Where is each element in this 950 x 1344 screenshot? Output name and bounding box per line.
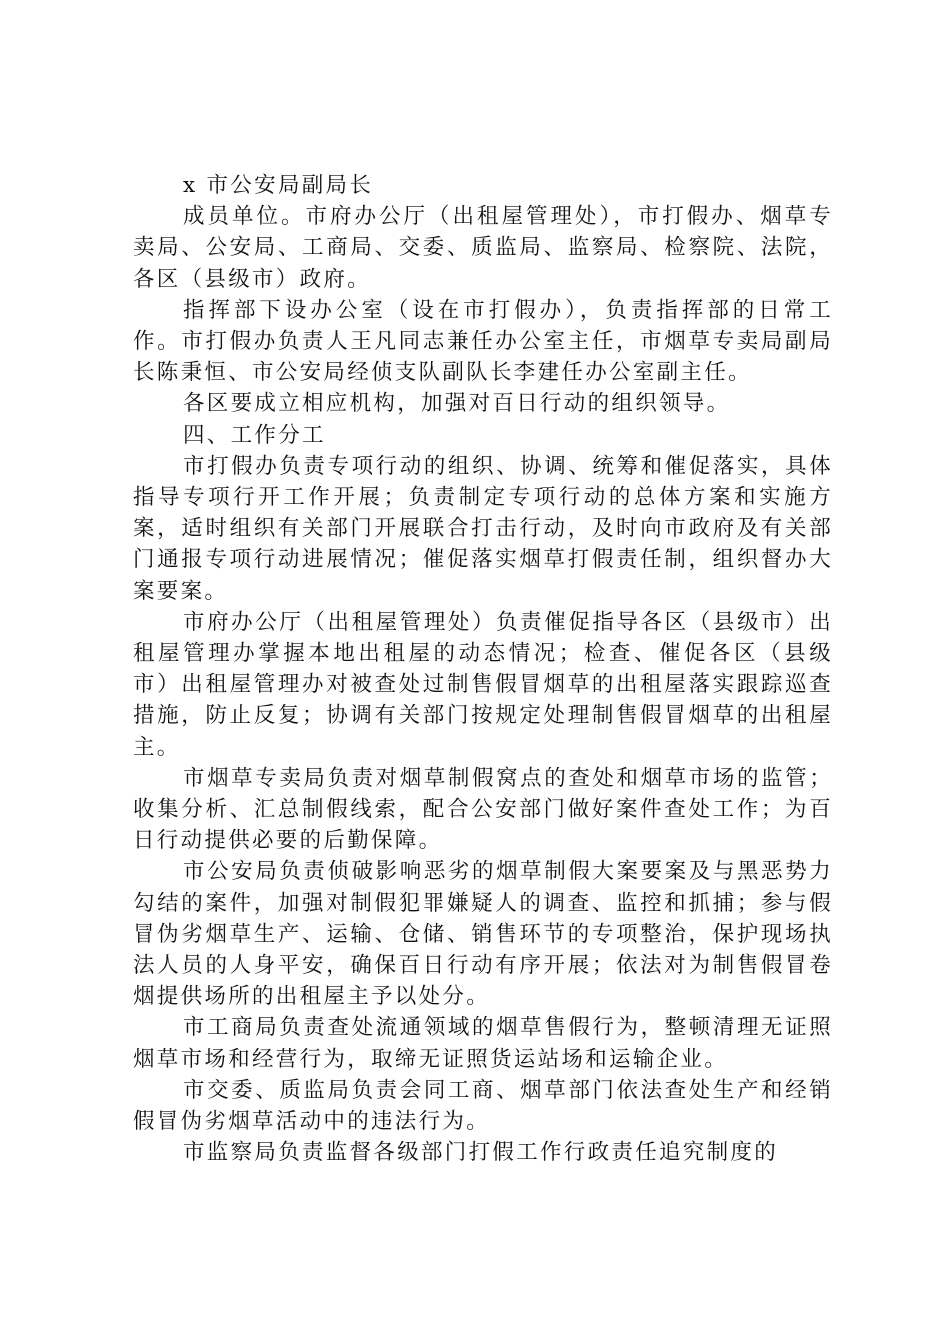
paragraph-supervision-bureau: 市监察局负责监督各级部门打假工作行政责任追究制度的: [183, 1140, 779, 1166]
paragraph-office-setup: 指挥部下设办公室（设在市打假办），负责指挥部的日常工作。市打假办负责人王凡同志兼任办公室主任，市烟草专卖局副局长陈秉恒、市公安局经侦支队副队长李建任办公室副主任。: [133, 297, 833, 386]
paragraph-member-units: 成员单位。市府办公厅（出租屋管理处），市打假办、烟草专卖局、公安局、工商局、交委、质监局、监察局、检察院、法院，各区（县级市）政府。: [133, 204, 833, 292]
paragraph-transport-quality-bureau: 市交委、质监局负责会同工商、烟草部门依法查处生产和经销假冒伪劣烟草活动中的违法行为。: [133, 1077, 833, 1135]
paragraph-district-organization: 各区要成立相应机构，加强对百日行动的组织领导。: [183, 391, 731, 417]
paragraph-industry-commerce-bureau: 市工商局负责查处流通领域的烟草售假行为，整顿清理无证照烟草市场和经营行为，取缔无证照货运站场和运输企业。: [133, 1015, 833, 1072]
paragraph-anti-counterfeit-office: 市打假办负责专项行动的组织、协调、统筹和催促落实，具体指导专项行开工作开展；负责制定专项行动的总体方案和实施方案，适时组织有关部门开展联合打击行动，及时向市政府及有关部门通报专项行动进展情况；催促落实烟草打假责任制，组织督办大案要案。: [133, 453, 833, 604]
paragraph-rental-housing-office: 市府办公厅（出租屋管理处）负责催促指导各区（县级市）出租屋管理办掌握本地出租屋的动态情况；检查、催促各区（县级市）出租屋管理办对被查处过制售假冒烟草的出租屋落实跟踪巡查措施，防止反复；协调有关部门按规定处理制售假冒烟草的出租屋主。: [133, 609, 833, 760]
document-body: [133, 170, 833, 1169]
section-heading-work-division: 四、工作分工: [183, 422, 326, 448]
paragraph-public-security-bureau: 市公安局负责侦破影响恶劣的烟草制假大案要案及与黑恶势力勾结的案件，加强对制假犯罪嫌疑人的调查、监控和抓捕；参与假冒伪劣烟草生产、运输、仓储、销售环节的专项整治，保护现场执法人员的人身平安，确保百日行动有序开展；依法对为制售假冒卷烟提供场所的出租屋主予以处分。: [133, 859, 833, 1010]
paragraph-deputy-director: x 市公安局副局长: [183, 173, 374, 198]
paragraph-tobacco-bureau: 市烟草专卖局负责对烟草制假窝点的查处和烟草市场的监管；收集分析、汇总制假线索，配合公安部门做好案件查处工作；为百日行动提供必要的后勤保障。: [133, 765, 833, 854]
